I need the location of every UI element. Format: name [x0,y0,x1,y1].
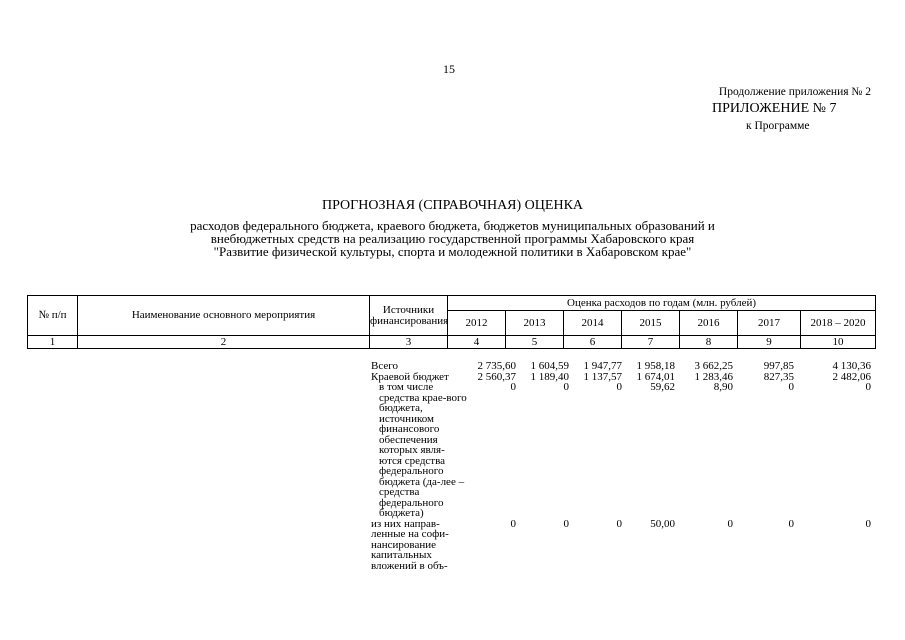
value-cell: 0 [788,517,794,530]
value-cell: 1 947,77 [583,360,622,372]
value-cell: 2 560,37 [477,370,516,383]
col-header-year: 2015 [622,311,680,336]
value-cell: 1 137,57 [583,370,622,383]
value-cell: 1 283,46 [694,370,733,383]
table-row [27,519,875,572]
page-number: 15 [443,62,455,76]
col-number: 10 [801,336,876,349]
value-cell: 1 674,01 [636,370,675,383]
value-cell: 0 [616,381,622,393]
value-cell: 0 [510,381,516,393]
value-cell: 1 604,59 [530,360,569,372]
value-cell: 0 [616,517,622,530]
value-cell: 0 [563,517,569,530]
value-cell: 0 [865,381,871,393]
source-cell: Краевой бюджет [371,370,449,383]
col-number: 1 [28,336,78,349]
value-cell: 0 [788,381,794,393]
expenses-table-body [27,361,875,571]
col-header-year: 2017 [738,311,801,336]
value-cell: 0 [727,517,733,530]
col-header-year: 2014 [564,311,622,336]
subtitle-line: внебюджетных средств на реализацию государственной программы Хабаровского края [210,231,695,246]
col-header-year: 2016 [680,311,738,336]
value-cell: 1 189,40 [530,370,569,383]
value-cell: 0 [865,517,871,530]
col-header-expenses-group: Оценка расходов по годам (млн. рублей) [448,296,876,311]
value-cell: 8,90 [713,381,733,393]
value-cell: 0 [510,517,516,530]
value-cell: 0 [563,381,569,393]
value-cell: 827,35 [763,370,794,383]
col-header-number: № п/п [28,296,78,336]
source-cell: Всего [371,360,398,372]
document-subtitle [0,219,905,258]
col-number: 7 [622,336,680,349]
source-cell: из них направ-ленные на софи-нансирование капитальных вложений в объ- [371,517,449,572]
col-number: 2 [78,336,370,349]
table-row [27,372,875,383]
col-number: 8 [680,336,738,349]
col-header-year: 2018 – 2020 [801,311,876,336]
appendix-subtitle: к Программе [746,120,810,132]
value-cell: 59,62 [650,381,675,393]
continuation-note: Продолжение приложения № 2 [718,86,871,98]
col-number: 5 [506,336,564,349]
value-cell: 1 958,18 [636,360,675,372]
col-header-source: Источники финансирования [370,296,448,336]
value-cell: 4 130,36 [832,360,871,372]
document-title: ПРОГНОЗНАЯ (СПРАВОЧНАЯ) ОЦЕНКА [321,198,584,213]
col-number: 6 [564,336,622,349]
col-header-year: 2012 [448,311,506,336]
col-number: 3 [370,336,448,349]
table-row [27,361,875,372]
value-cell: 997,85 [763,360,794,372]
expenses-table-header [27,295,876,349]
value-cell: 2 735,60 [477,360,516,372]
col-header-year: 2013 [506,311,564,336]
value-cell: 2 482,06 [832,370,871,383]
value-cell: 50,00 [650,517,675,530]
col-header-name: Наименование основного мероприятия [78,296,370,336]
table-row [27,382,875,519]
col-number: 9 [738,336,801,349]
source-cell: в том числе средства крае-вого бюджета, источником финансового обеспечения которых явля-ются средства федерального бюджета (да-лее – средства федерального бюджета) [379,381,467,519]
col-number: 4 [448,336,506,349]
subtitle-line: "Развитие физической культуры, спорта и молодежной политики в Хабаровском крае" [213,244,692,259]
value-cell: 3 662,25 [694,360,733,372]
appendix-title: ПРИЛОЖЕНИЕ № 7 [712,101,837,116]
subtitle-line: расходов федерального бюджета, краевого бюджета, бюджетов муниципальных образований и [190,218,715,233]
